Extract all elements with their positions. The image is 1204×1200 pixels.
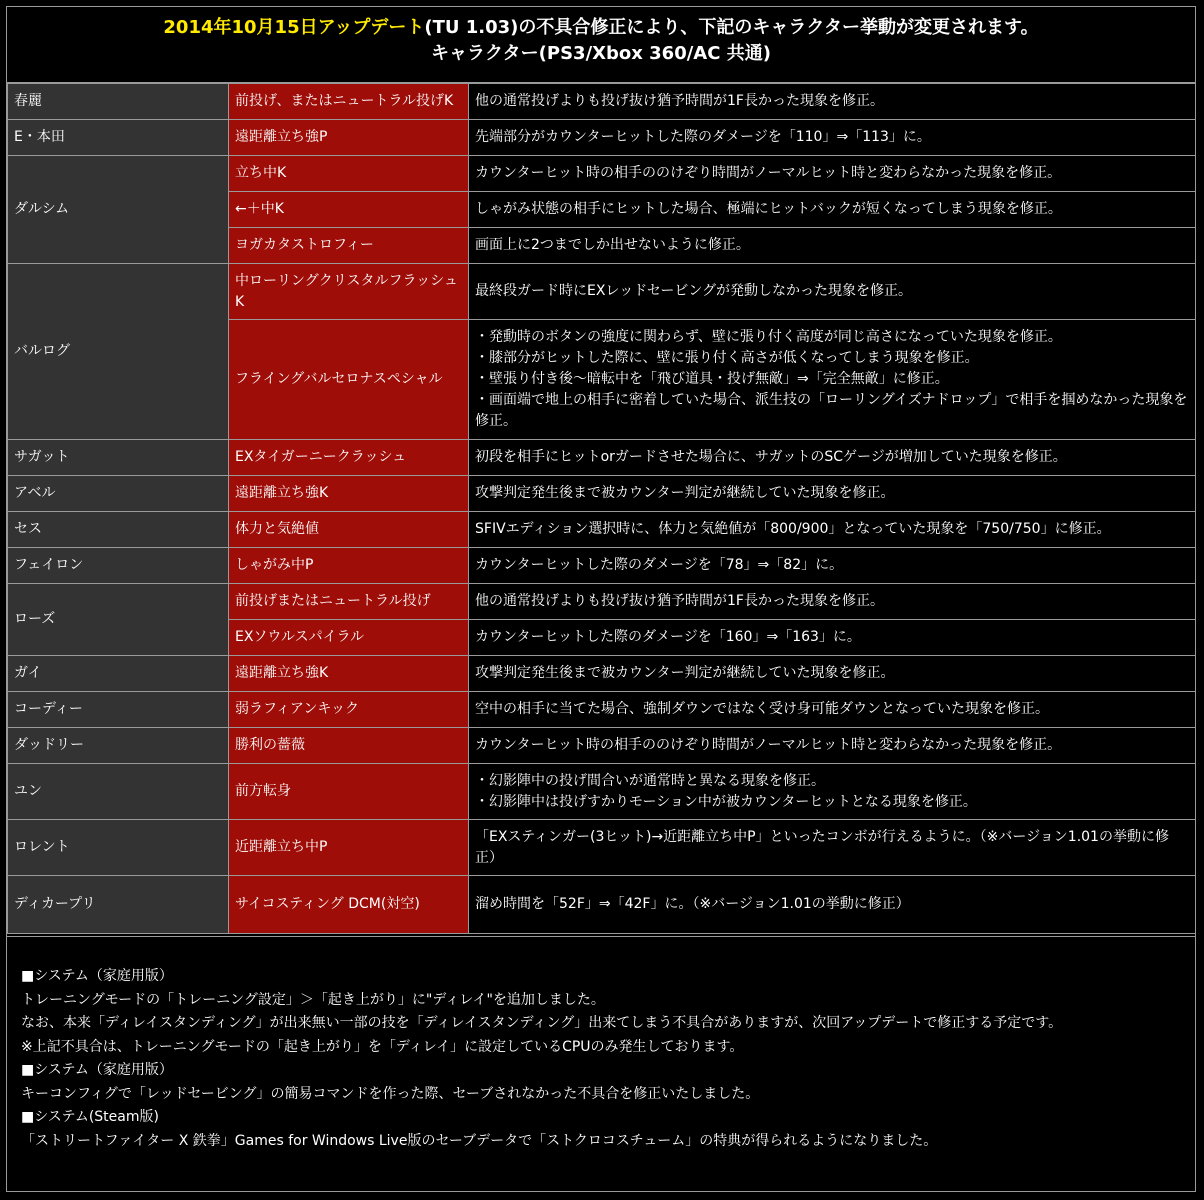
- move-name: EXソウルスパイラル: [229, 620, 469, 656]
- move-name: 前方転身: [229, 764, 469, 820]
- notice-title-date: 2014年10月15日アップデート: [163, 17, 425, 38]
- move-name: 弱ラフィアンキック: [229, 692, 469, 728]
- move-name: 遠距離立ち強K: [229, 656, 469, 692]
- move-name: 勝利の薔薇: [229, 728, 469, 764]
- system-note: なお、本来「ディレイスタンディング」が出来無い一部の技を「ディレイスタンディング」出来てしまう不具合がありますが、次回アップデートで修正する予定です。: [21, 1015, 1063, 1031]
- change-description: SFIVエディション選択時に、体力と気絶値が「800/900」となっていた現象を「750/750」に修正。: [469, 512, 1196, 548]
- change-description: カウンターヒット時の相手ののけぞり時間がノーマルヒット時と変わらなかった現象を修正。: [469, 156, 1196, 192]
- move-name: しゃがみ中P: [229, 548, 469, 584]
- change-line: ・幻影陣中は投げすかりモーション中が被カウンターヒットとなる現象を修正。: [475, 793, 977, 810]
- notice-header: [7, 7, 1195, 83]
- table-row: [8, 656, 1196, 692]
- move-name: ヨガカタストロフィー: [229, 228, 469, 264]
- move-name: 遠距離立ち強K: [229, 476, 469, 512]
- change-line: ・幻影陣中の投げ間合いが通常時と異なる現象を修正。: [475, 772, 825, 789]
- table-row: [8, 728, 1196, 764]
- table-row: [8, 584, 1196, 620]
- system-note: トレーニングモードの「トレーニング設定」＞「起き上がり」に"ディレイ"を追加しました。: [21, 991, 605, 1008]
- table-row: [8, 820, 1196, 876]
- character-name: セス: [8, 512, 229, 548]
- character-name: フェイロン: [8, 548, 229, 584]
- move-name: 近距離立ち中P: [229, 820, 469, 876]
- move-name: ←＋中K: [229, 192, 469, 228]
- table-row: [8, 764, 1196, 820]
- move-name: EXタイガーニークラッシュ: [229, 440, 469, 476]
- change-description: 画面上に2つまでしか出せないように修正。: [469, 228, 1196, 264]
- character-name: ダッドリー: [8, 728, 229, 764]
- change-description: [469, 764, 1196, 820]
- table-row: [8, 476, 1196, 512]
- change-line: ・壁張り付き後～暗転中を「飛び道具・投げ無敵」⇒「完全無敵」に修正。: [475, 371, 949, 387]
- change-description: 最終段ガード時にEXレッドセービングが発動しなかった現象を修正。: [469, 264, 1196, 320]
- change-description: 初段を相手にヒットorガードさせた場合に、サガットのSCゲージが増加していた現象を修正。: [469, 440, 1196, 476]
- table-row: [8, 84, 1196, 120]
- notice-title: [7, 15, 1195, 41]
- change-description: カウンターヒットした際のダメージを「160」⇒「163」に。: [469, 620, 1196, 656]
- change-description: 先端部分がカウンターヒットした際のダメージを「110」⇒「113」に。: [469, 120, 1196, 156]
- system-note: ※上記不具合は、トレーニングモードの「起き上がり」を「ディレイ」に設定しているCPUのみ発生しております。: [21, 1038, 744, 1055]
- character-name: ロレント: [8, 820, 229, 876]
- table-row: [8, 692, 1196, 728]
- character-name: コーディー: [8, 692, 229, 728]
- character-name: ガイ: [8, 656, 229, 692]
- move-name: 中ローリングクリスタルフラッシュK: [229, 264, 469, 320]
- system-note: キーコンフィグで「レッドセービング」の簡易コマンドを作った際、セーブされなかった不具合を修正いたしました。: [21, 1085, 760, 1102]
- change-description: 空中の相手に当てた場合、強制ダウンではなく受け身可能ダウンとなっていた現象を修正。: [469, 692, 1196, 728]
- change-line: ・発動時のボタンの強度に関わらず、壁に張り付く高度が同じ高さになっていた現象を修正。: [475, 329, 1062, 345]
- notice-title-rest: (TU 1.03)の不具合修正により、下記のキャラクター挙動が変更されます。: [424, 17, 1039, 38]
- change-description: 他の通常投げよりも投げ抜け猶予時間が1F長かった現象を修正。: [469, 584, 1196, 620]
- move-name: 体力と気絶値: [229, 512, 469, 548]
- system-heading: ■システム（家庭用版）: [21, 1062, 173, 1078]
- change-description: [469, 320, 1196, 440]
- notice-subtitle: キャラクター(PS3/Xbox 360/AC 共通): [431, 43, 771, 64]
- character-name: バルログ: [8, 264, 229, 440]
- character-name: 春麗: [8, 84, 229, 120]
- character-name: ユン: [8, 764, 229, 820]
- change-description: カウンターヒットした際のダメージを「78」⇒「82」に。: [469, 548, 1196, 584]
- change-description: しゃがみ状態の相手にヒットした場合、極端にヒットバックが短くなってしまう現象を修正。: [469, 192, 1196, 228]
- move-name: 前投げ、またはニュートラル投げK: [229, 84, 469, 120]
- change-description: 他の通常投げよりも投げ抜け猶予時間が1F長かった現象を修正。: [469, 84, 1196, 120]
- table-row: [8, 512, 1196, 548]
- change-line: ・画面端で地上の相手に密着していた場合、派生技の「ローリングイズナドロップ」で相手を掴めなかった現象を修正。: [475, 392, 1188, 429]
- table-row: [8, 548, 1196, 584]
- character-name: アベル: [8, 476, 229, 512]
- table-row: [8, 156, 1196, 192]
- character-name: E・本田: [8, 120, 229, 156]
- move-name: 遠距離立ち強P: [229, 120, 469, 156]
- character-changes-table: [7, 83, 1196, 934]
- system-note: 「ストリートファイター X 鉄拳」Games for Windows Live版のセーブデータで「ストクロコスチューム」の特典が得られるようになりました。: [21, 1132, 938, 1149]
- update-notice-frame: [6, 6, 1196, 1192]
- table-row: [8, 440, 1196, 476]
- change-description: 攻撃判定発生後まで被カウンター判定が継続していた現象を修正。: [469, 656, 1196, 692]
- change-description: 「EXスティンガー(3ヒット)→近距離立ち中P」といったコンボが行えるように。（※バージョン1.01の挙動に修正）: [469, 820, 1196, 876]
- character-name: サガット: [8, 440, 229, 476]
- change-line: ・膝部分がヒットした際に、壁に張り付く高さが低くなってしまう現象を修正。: [475, 350, 979, 366]
- table-row: [8, 876, 1196, 934]
- system-heading: ■システム(Steam版): [21, 1109, 159, 1125]
- move-name: 立ち中K: [229, 156, 469, 192]
- move-name: サイコスティング DCM(対空): [229, 876, 469, 934]
- change-description: カウンターヒット時の相手ののけぞり時間がノーマルヒット時と変わらなかった現象を修正。: [469, 728, 1196, 764]
- move-name: フライングバルセロナスペシャル: [229, 320, 469, 440]
- system-heading: ■システム（家庭用版）: [21, 968, 173, 984]
- character-name: ローズ: [8, 584, 229, 656]
- table-row: [8, 264, 1196, 320]
- change-description: 攻撃判定発生後まで被カウンター判定が継続していた現象を修正。: [469, 476, 1196, 512]
- change-description: 溜め時間を「52F」⇒「42F」に。（※バージョン1.01の挙動に修正）: [469, 876, 1196, 934]
- table-row: [8, 120, 1196, 156]
- character-name: ダルシム: [8, 156, 229, 264]
- system-notes: [7, 936, 1195, 1153]
- character-name: ディカープリ: [8, 876, 229, 934]
- move-name: 前投げまたはニュートラル投げ: [229, 584, 469, 620]
